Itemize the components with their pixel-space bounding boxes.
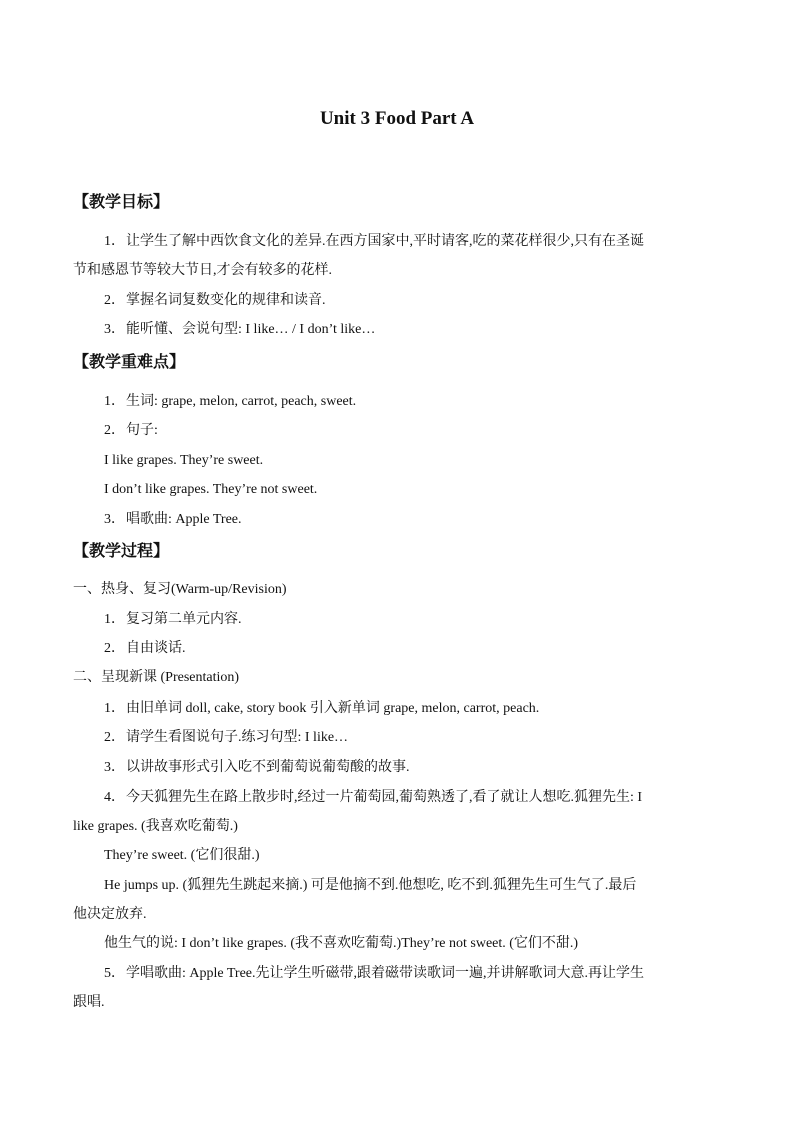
- item-number: 1．: [104, 394, 125, 409]
- list-item-continuation: like grapes. (我喜欢吃葡萄.): [73, 819, 238, 834]
- item-text: 由旧单词 doll, cake, story book 引入新单词 grape, melon, carrot, peach.: [126, 701, 540, 716]
- item-text: 句子:: [126, 423, 158, 438]
- item-number: 2．: [104, 730, 125, 745]
- list-item: [104, 964, 644, 984]
- item-number: 1．: [104, 234, 125, 249]
- list-item: [104, 291, 326, 311]
- item-number: 5．: [104, 966, 125, 981]
- item-text: 学唱歌曲: Apple Tree.先让学生听磁带,跟着磁带读歌词一遍,并讲解歌词大意.再让学生: [126, 966, 644, 981]
- list-item: [104, 728, 348, 748]
- item-text: 今天狐狸先生在路上散步时,经过一片葡萄园,葡萄熟透了,看了就让人想吃.狐狸先生: I: [126, 790, 643, 805]
- list-item-continuation: 节和感恩节等较大节日,才会有较多的花样.: [73, 263, 332, 278]
- list-item: [104, 610, 242, 630]
- item-text: 以讲故事形式引入吃不到葡萄说葡萄酸的故事.: [126, 760, 410, 775]
- item-number: 3．: [104, 322, 125, 337]
- item-number: 2．: [104, 423, 125, 438]
- item-number: 1．: [104, 612, 125, 627]
- list-item: [104, 392, 356, 412]
- story-line: They’re sweet. (它们很甜.): [104, 848, 260, 863]
- item-text: 请学生看图说句子.练习句型: I like…: [126, 730, 349, 745]
- item-text: 掌握名词复数变化的规律和读音.: [126, 293, 326, 308]
- item-text: 让学生了解中西饮食文化的差异.在西方国家中,平时请客,吃的菜花样很少,只有在圣诞: [126, 234, 644, 249]
- example-sentence: I like grapes. They’re sweet.: [104, 453, 264, 468]
- item-text: 复习第二单元内容.: [126, 612, 242, 627]
- story-line: 他生气的说: I don’t like grapes. (我不喜欢吃葡萄.)They’re not sweet. (它们不甜.): [104, 936, 579, 951]
- item-number: 2．: [104, 293, 125, 308]
- item-number: 3．: [104, 760, 125, 775]
- section-heading-goals: 【教学目标】: [73, 192, 170, 211]
- subsection-title-warmup: 一、热身、复习(Warm-up/Revision): [73, 582, 287, 597]
- item-text: 生词: grape, melon, carrot, peach, sweet.: [126, 394, 357, 409]
- list-item: [104, 232, 644, 252]
- item-text: 唱歌曲: Apple Tree.: [126, 512, 242, 527]
- item-number: 1．: [104, 701, 125, 716]
- item-text: 自由谈话.: [126, 641, 186, 656]
- item-number: 2．: [104, 641, 125, 656]
- item-number: 4．: [104, 790, 125, 805]
- item-number: 3．: [104, 512, 125, 527]
- list-item-continuation: 跟唱.: [73, 995, 105, 1010]
- story-line: 他决定放弃.: [73, 907, 147, 922]
- section-heading-process: 【教学过程】: [73, 541, 170, 560]
- item-text: 能听懂、会说句型: I like… / I don’t like…: [126, 322, 376, 337]
- section-heading-keypoints: 【教学重难点】: [73, 352, 186, 371]
- subsection-title-presentation: 二、呈现新课 (Presentation): [73, 670, 240, 685]
- story-line: He jumps up. (狐狸先生跳起来摘.) 可是他摘不到.他想吃, 吃不到.狐狸先生可生气了.最后: [104, 878, 637, 893]
- list-item: [104, 320, 375, 340]
- list-item: [104, 510, 242, 530]
- list-item: [104, 758, 410, 778]
- list-item: [104, 421, 158, 441]
- list-item: [104, 699, 539, 719]
- example-sentence: I don’t like grapes. They’re not sweet.: [104, 482, 318, 497]
- list-item: [104, 788, 642, 808]
- page-title: Unit 3 Food Part A: [319, 108, 475, 129]
- list-item: [104, 639, 186, 659]
